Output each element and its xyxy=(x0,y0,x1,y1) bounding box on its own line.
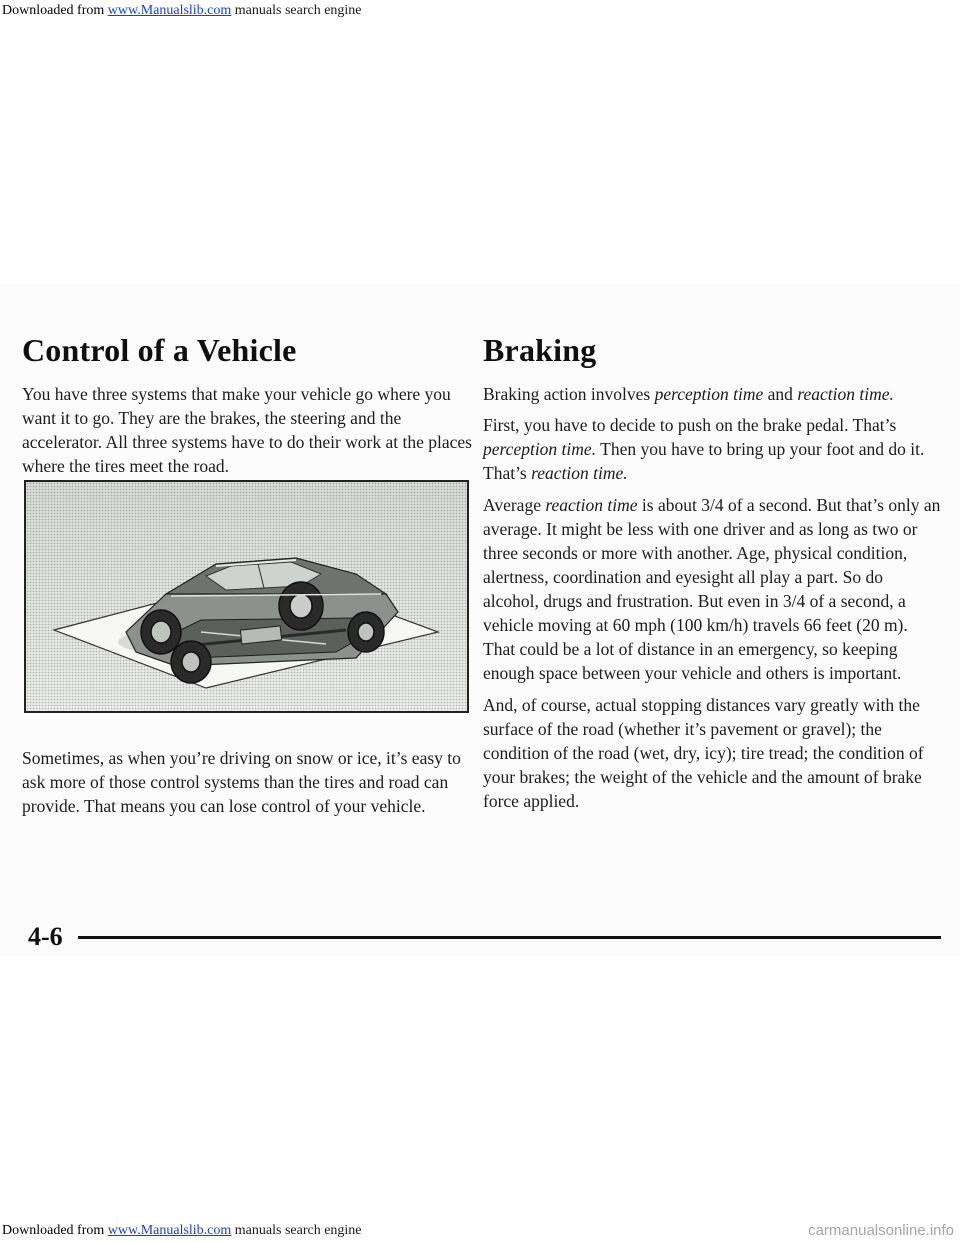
braking-paragraph-1: Braking action involves perception time and reaction time. xyxy=(483,384,894,404)
manualslib-link[interactable]: www.Manualslib.com xyxy=(107,1223,232,1238)
section-title-braking: Braking xyxy=(483,332,597,368)
banner-prefix: Downloaded from xyxy=(2,1223,108,1238)
site-watermark: carmanualsonline.info xyxy=(808,1222,954,1239)
banner-suffix: manuals search engine xyxy=(231,3,362,18)
download-banner-top xyxy=(0,0,960,22)
manualslib-link[interactable]: www.Manualslib.com xyxy=(107,3,232,18)
braking-paragraph-4: And, of course, actual stopping distances vary greatly with the surface of the road (whether it’s pavement or gravel); the condition of the road (wet, dry, icy); tire tread; the condition of your brakes; the weight of the vehicle and the amount of brake force applied. xyxy=(483,695,924,811)
page-number: 4-6 xyxy=(28,922,63,951)
control-intro-paragraph: You have three systems that make your vehicle go where you want it to go. They are the brakes, the steering and the accelerator. All three systems have to do their work at the places where the tires meet the road. xyxy=(22,384,472,476)
footer-rule xyxy=(78,936,941,939)
left-column xyxy=(22,332,474,478)
banner-suffix: manuals search engine xyxy=(231,1223,362,1238)
control-outro-paragraph: Sometimes, as when you’re driving on snow or ice, it’s easy to ask more of those control systems than the tires and road can provide. That means you can lose control of your vehicle. xyxy=(22,748,461,816)
braking-paragraph-2: First, you have to decide to push on the brake pedal. That’s perception time. Then you have to bring up your foot and do it. That’s reaction time. xyxy=(483,415,925,483)
section-title-control: Control of a Vehicle xyxy=(22,332,297,368)
download-banner-bottom xyxy=(0,1220,960,1242)
braking-paragraph-3: Average reaction time is about 3/4 of a second. But that’s only an average. It might be less with one driver and as long as two or three seconds or more with another. Age, physical condition, alertness, coordination and eyesight all play a part. So do alcohol, drugs and frustration. But even in 3/4 of a second, a vehicle moving at 60 mph (100 km/h) travels 66 feet (20 m). That could be a lot of distance in an emergency, so keeping enough space between your vehicle and others is important. xyxy=(483,495,941,683)
right-column xyxy=(483,332,943,821)
vehicle-underside-figure xyxy=(24,480,469,713)
control-outro-block xyxy=(22,746,474,818)
banner-prefix: Downloaded from xyxy=(2,3,108,18)
vehicle-underside-icon xyxy=(26,482,467,711)
